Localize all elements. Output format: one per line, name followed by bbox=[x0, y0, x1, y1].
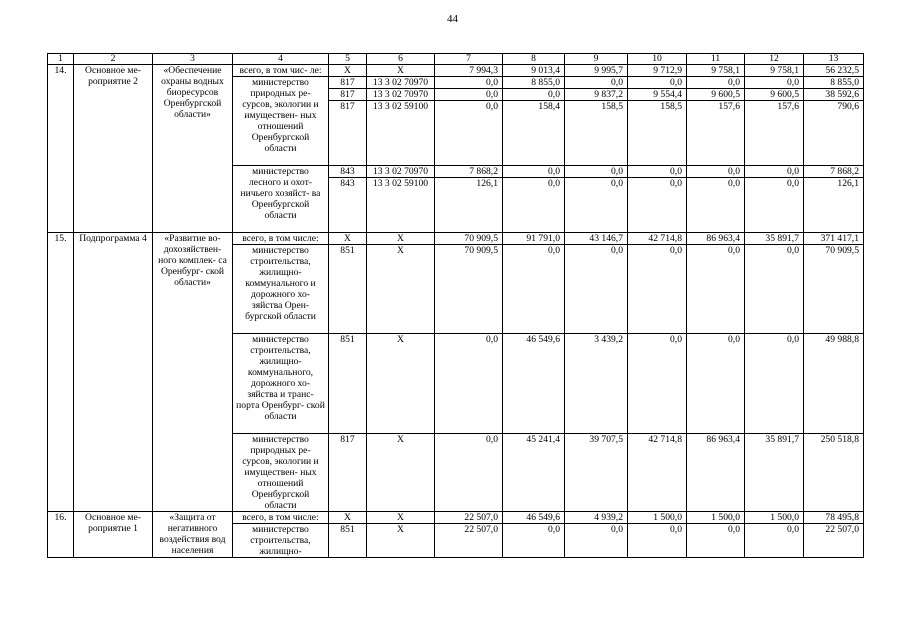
amount-cell: 22 507,0 bbox=[435, 524, 503, 558]
amount-cell: 35 891,7 bbox=[745, 434, 804, 512]
table-body bbox=[48, 54, 864, 558]
amount-cell: 9 013,4 bbox=[503, 65, 565, 77]
header-cell: 1 bbox=[48, 54, 74, 65]
amount-cell: 43 146,7 bbox=[565, 233, 628, 245]
amount-cell: 0,0 bbox=[628, 77, 687, 89]
header-cell: 11 bbox=[687, 54, 745, 65]
amount-cell: 0,0 bbox=[628, 178, 687, 233]
amount-cell: 0,0 bbox=[687, 524, 745, 558]
csr-code-cell: 13 3 02 70970 bbox=[367, 77, 435, 89]
amount-cell: 0,0 bbox=[687, 334, 745, 434]
amount-cell: 0,0 bbox=[435, 434, 503, 512]
header-cell: 3 bbox=[153, 54, 233, 65]
amount-cell: 70 909,5 bbox=[435, 245, 503, 334]
table-row bbox=[48, 65, 864, 77]
grbs-code-cell: 851 bbox=[329, 524, 367, 558]
amount-cell: 158,4 bbox=[503, 101, 565, 166]
grbs-code-cell: 817 bbox=[329, 101, 367, 166]
amount-cell: 0,0 bbox=[745, 178, 804, 233]
amount-cell: 45 241,4 bbox=[503, 434, 565, 512]
executor-cell: министерство строительства, жилищно- bbox=[233, 524, 329, 558]
amount-cell: 9 600,5 bbox=[745, 89, 804, 101]
header-cell: 2 bbox=[74, 54, 153, 65]
amount-cell: 0,0 bbox=[628, 334, 687, 434]
amount-cell: 0,0 bbox=[503, 524, 565, 558]
csr-code-cell: Х bbox=[367, 65, 435, 77]
row-number: 14. bbox=[48, 65, 74, 233]
amount-cell: 0,0 bbox=[435, 77, 503, 89]
amount-cell: 0,0 bbox=[565, 77, 628, 89]
amount-cell: 0,0 bbox=[745, 245, 804, 334]
grbs-code-cell: Х bbox=[329, 512, 367, 524]
amount-cell: 46 549,6 bbox=[503, 334, 565, 434]
amount-cell: 7 868,2 bbox=[435, 166, 503, 178]
amount-cell: 0,0 bbox=[628, 245, 687, 334]
amount-cell: 9 758,1 bbox=[687, 65, 745, 77]
program-name-cell: «Обеспечение охраны водных биоресурсов Оренбургской области» bbox=[153, 65, 233, 233]
amount-cell: 0,0 bbox=[745, 524, 804, 558]
amount-cell: 1 500,0 bbox=[628, 512, 687, 524]
executor-cell: всего, в том числе: bbox=[233, 233, 329, 245]
grbs-code-cell: Х bbox=[329, 65, 367, 77]
header-cell: 10 bbox=[628, 54, 687, 65]
executor-cell: министерство природных ре- сурсов, экологии и имуществен- ных отношений Оренбургской области bbox=[233, 77, 329, 166]
amount-cell: 0,0 bbox=[687, 166, 745, 178]
grbs-code-cell: 817 bbox=[329, 434, 367, 512]
program-name-cell: «Развитие во- дохозяйствен- ного комплек- са Оренбург- ской области» bbox=[153, 233, 233, 512]
executor-cell: министерство строительства, жилищно- коммунального и дорожного хо- зяйства Орен- бургской области bbox=[233, 245, 329, 334]
executor-cell: министерство лесного и охот- ничьего хозяйст- ва Оренбургской области bbox=[233, 166, 329, 233]
csr-code-cell: Х bbox=[367, 233, 435, 245]
csr-code-cell: Х bbox=[367, 434, 435, 512]
amount-cell: 0,0 bbox=[745, 166, 804, 178]
amount-cell: 126,1 bbox=[435, 178, 503, 233]
amount-cell: 0,0 bbox=[565, 166, 628, 178]
amount-cell: 0,0 bbox=[687, 178, 745, 233]
amount-cell: 371 417,1 bbox=[804, 233, 864, 245]
amount-cell: 70 909,5 bbox=[435, 233, 503, 245]
amount-cell: 0,0 bbox=[745, 334, 804, 434]
amount-cell: 0,0 bbox=[435, 334, 503, 434]
grbs-code-cell: 817 bbox=[329, 89, 367, 101]
amount-cell: 126,1 bbox=[804, 178, 864, 233]
amount-cell: 86 963,4 bbox=[687, 434, 745, 512]
amount-cell: 250 518,8 bbox=[804, 434, 864, 512]
amount-cell: 157,6 bbox=[745, 101, 804, 166]
amount-cell: 42 714,8 bbox=[628, 434, 687, 512]
header-cell: 4 bbox=[233, 54, 329, 65]
amount-cell: 0,0 bbox=[565, 178, 628, 233]
status-cell: Основное ме- роприятие 2 bbox=[74, 65, 153, 233]
amount-cell: 4 939,2 bbox=[565, 512, 628, 524]
amount-cell: 42 714,8 bbox=[628, 233, 687, 245]
grbs-code-cell: Х bbox=[329, 233, 367, 245]
budget-table bbox=[47, 53, 864, 558]
amount-cell: 49 988,8 bbox=[804, 334, 864, 434]
table-row bbox=[48, 512, 864, 524]
row-number: 16. bbox=[48, 512, 74, 558]
csr-code-cell: 13 3 02 59100 bbox=[367, 101, 435, 166]
table-header-row bbox=[48, 54, 864, 65]
csr-code-cell: 13 3 02 70970 bbox=[367, 89, 435, 101]
amount-cell: 157,6 bbox=[687, 101, 745, 166]
grbs-code-cell: 851 bbox=[329, 334, 367, 434]
grbs-code-cell: 843 bbox=[329, 178, 367, 233]
csr-code-cell: Х bbox=[367, 245, 435, 334]
status-cell: Основное ме- роприятие 1 bbox=[74, 512, 153, 558]
amount-cell: 9 837,2 bbox=[565, 89, 628, 101]
row-number: 15. bbox=[48, 233, 74, 512]
grbs-code-cell: 843 bbox=[329, 166, 367, 178]
amount-cell: 56 232,5 bbox=[804, 65, 864, 77]
csr-code-cell: 13 3 02 70970 bbox=[367, 166, 435, 178]
amount-cell: 1 500,0 bbox=[687, 512, 745, 524]
header-cell: 9 bbox=[565, 54, 628, 65]
amount-cell: 8 855,0 bbox=[503, 77, 565, 89]
header-cell: 5 bbox=[329, 54, 367, 65]
amount-cell: 0,0 bbox=[565, 245, 628, 334]
amount-cell: 0,0 bbox=[503, 245, 565, 334]
amount-cell: 0,0 bbox=[435, 101, 503, 166]
amount-cell: 78 495,8 bbox=[804, 512, 864, 524]
amount-cell: 0,0 bbox=[687, 77, 745, 89]
program-name-cell: «Защита от негативного воздействия вод населения bbox=[153, 512, 233, 558]
amount-cell: 9 554,4 bbox=[628, 89, 687, 101]
amount-cell: 0,0 bbox=[628, 166, 687, 178]
amount-cell: 1 500,0 bbox=[745, 512, 804, 524]
executor-cell: министерство строительства, жилищно- коммунального, дорожного хо- зяйства и транс- порта Оренбург- ской области bbox=[233, 334, 329, 434]
amount-cell: 22 507,0 bbox=[804, 524, 864, 558]
amount-cell: 0,0 bbox=[503, 89, 565, 101]
amount-cell: 158,5 bbox=[628, 101, 687, 166]
amount-cell: 91 791,0 bbox=[503, 233, 565, 245]
amount-cell: 38 592,6 bbox=[804, 89, 864, 101]
executor-cell: министерство природных ре- сурсов, экологии и имуществен- ных отношений Оренбургской области bbox=[233, 434, 329, 512]
header-cell: 12 bbox=[745, 54, 804, 65]
amount-cell: 0,0 bbox=[628, 524, 687, 558]
header-cell: 6 bbox=[367, 54, 435, 65]
csr-code-cell: Х bbox=[367, 334, 435, 434]
amount-cell: 9 995,7 bbox=[565, 65, 628, 77]
amount-cell: 70 909,5 bbox=[804, 245, 864, 334]
amount-cell: 8 855,0 bbox=[804, 77, 864, 89]
header-cell: 8 bbox=[503, 54, 565, 65]
executor-cell: всего, в том числе: bbox=[233, 512, 329, 524]
amount-cell: 9 600,5 bbox=[687, 89, 745, 101]
amount-cell: 3 439,2 bbox=[565, 334, 628, 434]
csr-code-cell: Х bbox=[367, 524, 435, 558]
amount-cell: 9 758,1 bbox=[745, 65, 804, 77]
amount-cell: 790,6 bbox=[804, 101, 864, 166]
grbs-code-cell: 851 bbox=[329, 245, 367, 334]
amount-cell: 46 549,6 bbox=[503, 512, 565, 524]
amount-cell: 0,0 bbox=[687, 245, 745, 334]
grbs-code-cell: 817 bbox=[329, 77, 367, 89]
csr-code-cell: 13 3 02 59100 bbox=[367, 178, 435, 233]
table-row bbox=[48, 233, 864, 245]
page-number: 44 bbox=[447, 13, 458, 25]
amount-cell: 35 891,7 bbox=[745, 233, 804, 245]
amount-cell: 0,0 bbox=[565, 524, 628, 558]
executor-cell: всего, в том чис- ле: bbox=[233, 65, 329, 77]
amount-cell: 0,0 bbox=[745, 77, 804, 89]
header-cell: 13 bbox=[804, 54, 864, 65]
amount-cell: 22 507,0 bbox=[435, 512, 503, 524]
amount-cell: 9 712,9 bbox=[628, 65, 687, 77]
status-cell: Подпрограмма 4 bbox=[74, 233, 153, 512]
amount-cell: 86 963,4 bbox=[687, 233, 745, 245]
amount-cell: 7 994,3 bbox=[435, 65, 503, 77]
amount-cell: 39 707,5 bbox=[565, 434, 628, 512]
amount-cell: 158,5 bbox=[565, 101, 628, 166]
amount-cell: 0,0 bbox=[503, 178, 565, 233]
amount-cell: 7 868,2 bbox=[804, 166, 864, 178]
amount-cell: 0,0 bbox=[503, 166, 565, 178]
header-cell: 7 bbox=[435, 54, 503, 65]
amount-cell: 0,0 bbox=[435, 89, 503, 101]
csr-code-cell: Х bbox=[367, 512, 435, 524]
